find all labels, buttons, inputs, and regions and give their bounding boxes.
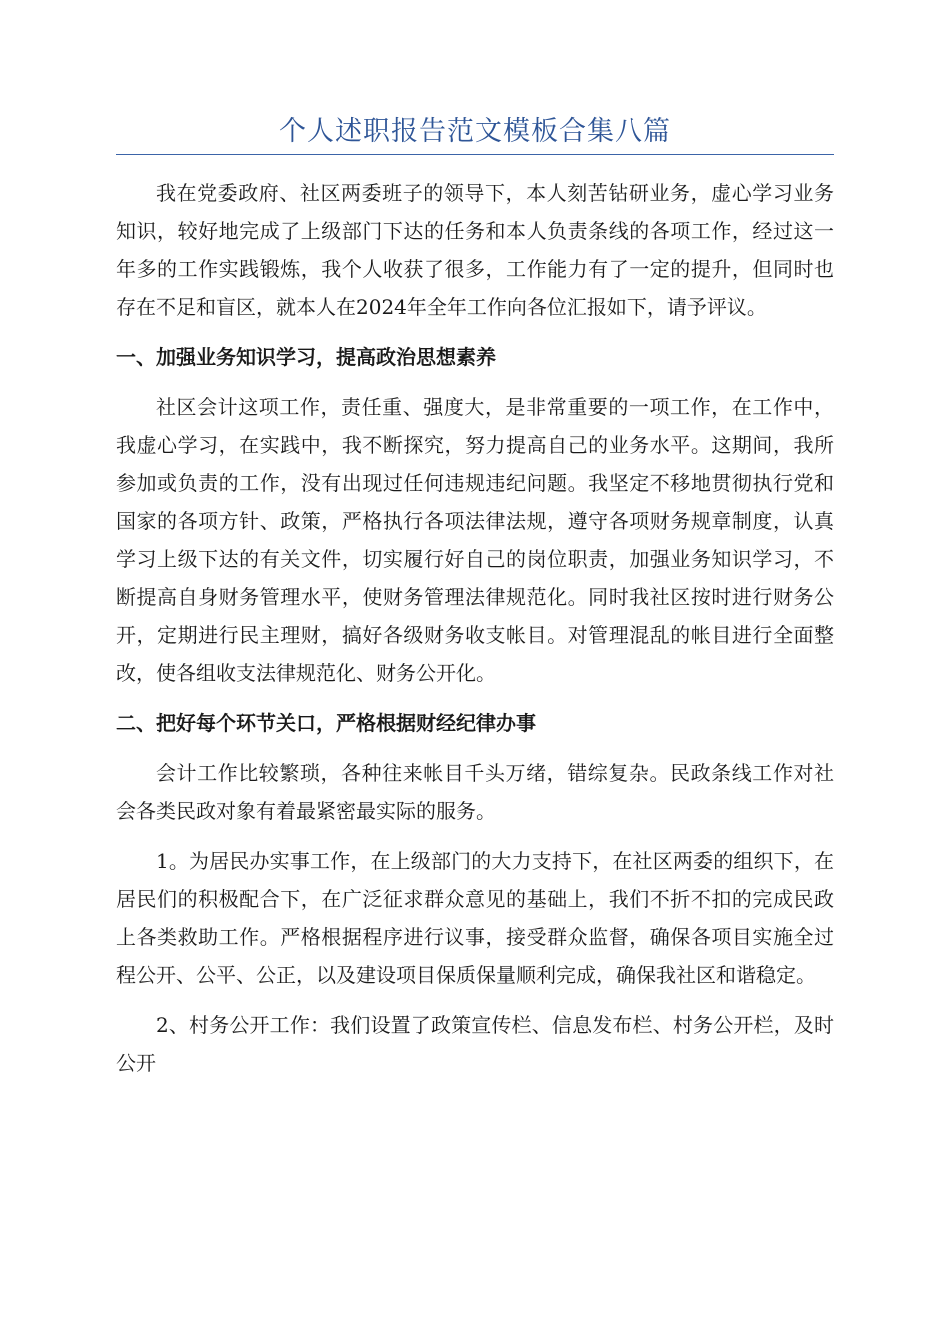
section-2-paragraph: 会计工作比较繁琐，各种往来帐目千头万绪，错综复杂。民政条线工作对社会各类民政对象有着最紧密最实际的服务。 — [116, 761, 834, 823]
section-1-paragraph: 社区会计这项工作，责任重、强度大，是非常重要的一项工作，在工作中，我虚心学习，在实践中，我不断探究，努力提高自己的业务水平。这期间，我所参加或负责的工作，没有出现过任何违规违纪问题。我坚定不移地贯彻执行党和国家的各项方针、政策，严格执行各项法律法规，遵守各项财务规章制度，认真学习上级下达的有关文件，切实履行好自己的岗位职责，加强业务知识学习，不断提高自身财务管理水平，使财务管理法律规范化。同时我社区按时进行财务公开，定期进行民主理财，搞好各级财务收支帐目。对管理混乱的帐目进行全面整改，使各组收支法律规范化、财务公开化。 — [116, 395, 834, 685]
title-underline — [116, 154, 834, 155]
section-2-heading: 二、把好每个环节关口，严格根据财经纪律办事 — [116, 711, 536, 735]
intro-paragraph: 我在党委政府、社区两委班子的领导下，本人刻苦钻研业务，虚心学习业务知识，较好地完成了上级部门下达的任务和本人负责条线的各项工作，经过这一年多的工作实践锻炼，我个人收获了很多，工作能力有了一定的提升，但同时也存在不足和盲区，就本人在2024年全年工作向各位汇报如下，请予评议。 — [116, 181, 834, 319]
document-title: 个人述职报告范文模板合集八篇 — [279, 116, 671, 147]
document-body — [116, 174, 834, 1094]
section-2-item-1: 1。为居民办实事工作，在上级部门的大力支持下，在社区两委的组织下，在居民们的积极配合下，在广泛征求群众意见的基础上，我们不折不扣的完成民政上各类救助工作。严格根据程序进行议事，接受群众监督，确保各项目实施全过程公开、公平、公正，以及建设项目保质保量顺利完成，确保我社区和谐稳定。 — [116, 849, 834, 987]
section-1-heading: 一、加强业务知识学习，提高政治思想素养 — [116, 345, 496, 369]
section-2-item-2: 2、村务公开工作：我们设置了政策宣传栏、信息发布栏、村务公开栏，及时公开 — [116, 1013, 834, 1075]
